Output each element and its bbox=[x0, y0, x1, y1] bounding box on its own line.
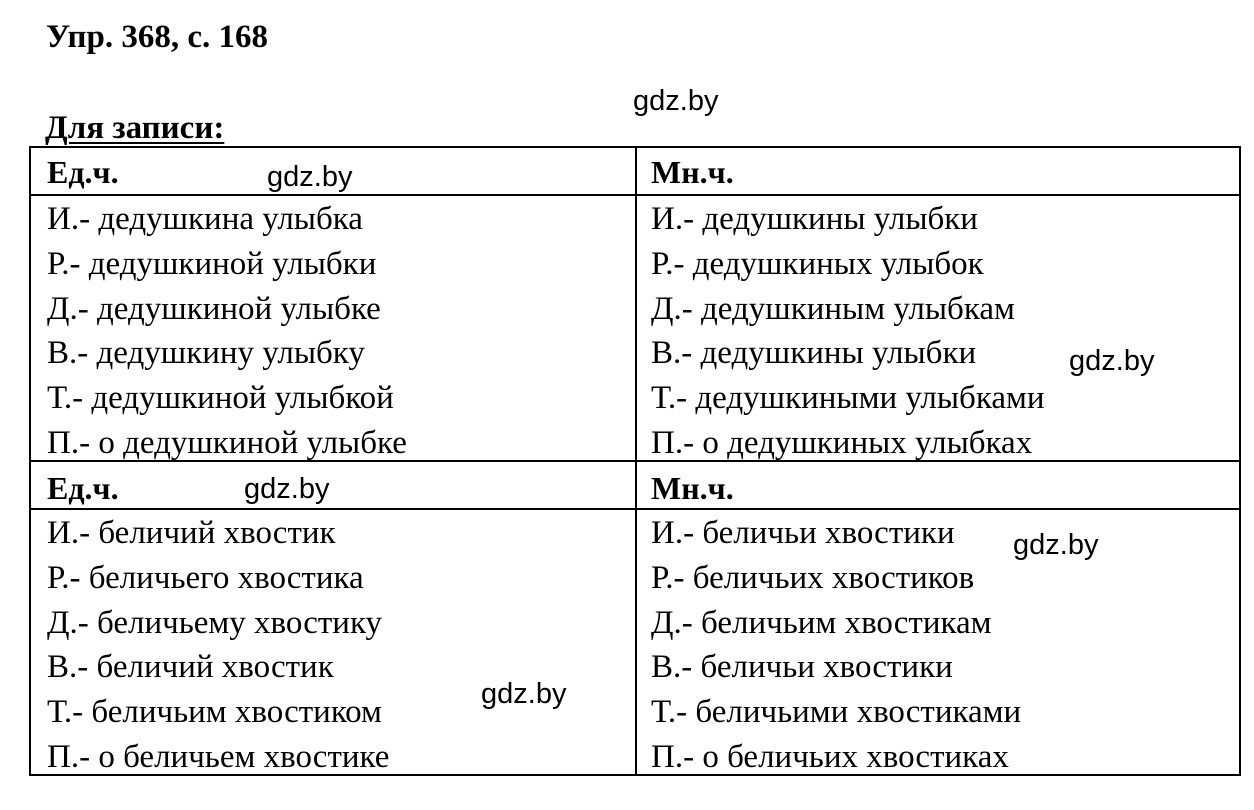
watermark: gdz.by bbox=[244, 473, 330, 505]
singular-header-1: Ед.ч. bbox=[47, 154, 119, 190]
list-item: Т.- дедушкиными улыбками bbox=[651, 380, 1045, 417]
list-item: В.- дедушкину улыбку bbox=[47, 335, 365, 372]
plural-header-2: Мн.ч. bbox=[651, 470, 734, 506]
list-item: Р.- беличьих хвостиков bbox=[651, 559, 975, 596]
list-item: В.- дедушкины улыбки bbox=[651, 335, 977, 372]
list-item: П.- о дедушкиной улыбке bbox=[47, 424, 407, 461]
list-item: Т.- беличьим хвостиком bbox=[47, 694, 382, 731]
list-item: П.- о дедушкиных улыбках bbox=[651, 424, 1033, 461]
list-item: И.- дедушкина улыбка bbox=[47, 201, 363, 237]
plural-list-1 bbox=[651, 197, 1045, 466]
plural-header-1: Мн.ч. bbox=[651, 154, 734, 190]
list-item: Д.- беличьим хвостикам bbox=[651, 604, 992, 641]
singular-list-2 bbox=[47, 511, 389, 780]
column-divider bbox=[635, 148, 637, 774]
list-item: И.- беличьи хвостики bbox=[651, 515, 955, 551]
declension-table bbox=[29, 146, 1241, 776]
list-item: Р.- беличьего хвостика bbox=[47, 559, 364, 596]
list-item: И.- дедушкины улыбки bbox=[651, 201, 978, 237]
page-title: Упр. 368, с. 168 bbox=[46, 19, 269, 55]
list-item: Р.- дедушкиных улыбок bbox=[651, 245, 984, 282]
list-item: П.- о беличьих хвостиках bbox=[651, 738, 1009, 775]
section-subtitle: Для записи: bbox=[45, 110, 225, 146]
watermark: gdz.by bbox=[633, 85, 719, 117]
list-item: В.- беличьи хвостики bbox=[651, 649, 953, 686]
watermark: gdz.by bbox=[481, 678, 567, 710]
list-item: Д.- дедушкиной улыбке bbox=[47, 290, 381, 327]
plural-list-2 bbox=[651, 511, 1021, 780]
list-item: В.- беличий хвостик bbox=[47, 649, 334, 686]
list-item: Т.- беличьими хвостиками bbox=[651, 694, 1022, 731]
watermark: gdz.by bbox=[267, 161, 353, 193]
list-item: Р.- дедушкиной улыбки bbox=[47, 245, 377, 282]
singular-header-2: Ед.ч. bbox=[47, 470, 119, 506]
list-item: П.- о беличьем хвостике bbox=[47, 738, 390, 775]
list-item: Д.- беличьему хвостику bbox=[47, 604, 383, 641]
list-item: Т.- дедушкиной улыбкой bbox=[47, 380, 394, 417]
watermark: gdz.by bbox=[1013, 529, 1099, 561]
list-item: И.- беличий хвостик bbox=[47, 515, 336, 551]
watermark: gdz.by bbox=[1069, 345, 1155, 377]
list-item: Д.- дедушкиным улыбкам bbox=[651, 290, 1015, 327]
singular-list-1 bbox=[47, 197, 407, 466]
